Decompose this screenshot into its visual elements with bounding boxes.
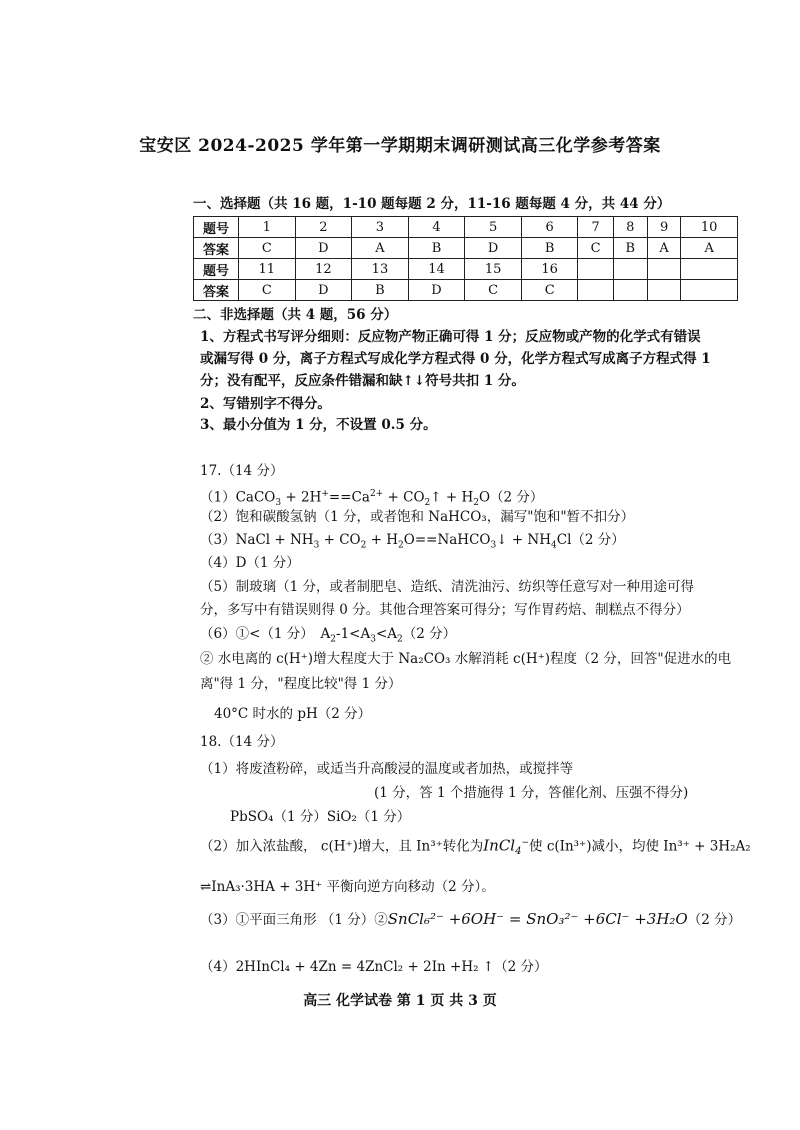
text-run: （1）CaCO xyxy=(200,489,276,506)
text-run: ==Ca xyxy=(328,489,370,506)
answer-cell: C xyxy=(521,280,578,301)
empty-cell xyxy=(681,280,738,301)
section1-heading: 一、选择题（共 16 题，1-10 题每题 2 分，11-16 题每题 4 分，共 44 分） xyxy=(193,196,671,212)
answer-cell: D xyxy=(465,238,522,259)
page-footer: 高三 化学试卷 第 1 页 共 3 页 xyxy=(303,993,497,1009)
answer-cell: B xyxy=(408,238,465,259)
empty-cell xyxy=(647,259,681,280)
text-run: -1<A xyxy=(336,626,371,642)
q18-part1-line3: PbSO₄（1 分）SiO₂（1 分） xyxy=(230,809,411,825)
question-number: 10 xyxy=(681,217,738,238)
answer-cell: C xyxy=(465,280,522,301)
answer-cell: B xyxy=(521,238,578,259)
choice-answer-table xyxy=(193,216,738,301)
question-number: 2 xyxy=(295,217,352,238)
question-number: 3 xyxy=(352,217,409,238)
text-run: O==NaHCO xyxy=(403,532,491,548)
text-run: （2 分） xyxy=(402,626,457,642)
q17-part6-2-line2: 离"得 1 分，"程度比较"得 1 分） xyxy=(200,676,402,692)
answer-cell: A xyxy=(647,238,681,259)
question-number: 15 xyxy=(465,259,522,280)
rule1-line2: 或漏写得 0 分，离子方程式写成化学方程式得 0 分，化学方程式写成离子方程式得 1 xyxy=(200,351,711,367)
text-run: （6）①<（1 分） A xyxy=(200,626,331,642)
question-number: 7 xyxy=(578,217,613,238)
answer-cell: C xyxy=(239,280,296,301)
q18-part1-line2: (1 分，答 1 个措施得 1 分，答催化剂、压强不得分) xyxy=(374,785,689,801)
question-number: 16 xyxy=(521,259,578,280)
text-run: Cl（2 分） xyxy=(556,532,625,548)
q17-part5-line1: （5）制玻璃（1 分，或者制肥皂、造纸、清洗油污、纺织等任意写对一种用途可得 xyxy=(200,579,694,595)
text-run: （2 分） xyxy=(687,912,742,928)
answer-cell: B xyxy=(613,238,647,259)
empty-cell xyxy=(681,259,738,280)
text-run: <A xyxy=(375,626,398,642)
answer-cell: A xyxy=(681,238,738,259)
text-run: + CO xyxy=(383,489,425,506)
q18-part1-line1: （1）将废渣粉碎，或适当升高酸浸的温度或者加热，或搅拌等 xyxy=(200,761,574,777)
answer-cell: D xyxy=(408,280,465,301)
q18-part3 xyxy=(200,910,741,929)
answer-cell: D xyxy=(295,280,352,301)
q17-part6-2-line1: ② 水电离的 c(H⁺)增大程度大于 Na₂CO₃ 水解消耗 c(H⁺)程度（2 分，回答"促进水的电 xyxy=(200,651,732,667)
question-number: 12 xyxy=(295,259,352,280)
question-number: 5 xyxy=(465,217,522,238)
table-row xyxy=(194,238,738,259)
rule1-line1: 1、方程式书写评分细则：反应物产物正确可得 1 分；反应物或产物的化学式有错误 xyxy=(200,329,701,345)
row-label: 答案 xyxy=(194,238,239,259)
q17-part5-line2: 分，多写中有错误则得 0 分。其他合理答案可得分；写作胃药焙、制糕点不得分） xyxy=(200,602,690,618)
text-run: 使 c(In³⁺)减小，均使 In³⁺ + 3H₂A₂ xyxy=(529,838,751,855)
question-number: 6 xyxy=(521,217,578,238)
answer-cell: D xyxy=(295,238,352,259)
q17-header: 17.（14 分） xyxy=(200,463,284,479)
question-number: 4 xyxy=(408,217,465,238)
rule1-line3: 分；没有配平，反应条件错漏和缺↑↓符号共扣 1 分。 xyxy=(200,373,525,389)
question-number: 11 xyxy=(239,259,296,280)
row-label: 题号 xyxy=(194,217,239,238)
q17-part6-3: 40°C 时水的 pH（2 分） xyxy=(214,706,372,722)
q17-part1: （1）CaCO$_3$ + $2H^+==Ca^{2+}$ + $CO_2↑ + H_2O(2$ 分） xyxy=(200,489,544,509)
text-run: + CO xyxy=(319,532,361,548)
question-number: 8 xyxy=(613,217,647,238)
section2-heading: 二、非选择题（共 4 题，56 分） xyxy=(193,307,398,323)
table-row xyxy=(194,217,738,238)
page-title: 宝安区 2024-2025 学年第一学期期末调研测试高三化学参考答案 xyxy=(139,136,661,156)
answer-cell: A xyxy=(352,238,409,259)
question-number: 14 xyxy=(408,259,465,280)
table-row xyxy=(194,280,738,301)
row-label: 答案 xyxy=(194,280,239,301)
empty-cell xyxy=(647,280,681,301)
empty-cell xyxy=(578,280,613,301)
text-run: + 2H xyxy=(281,489,322,506)
q17-part4: （4）D（1 分） xyxy=(200,555,300,571)
text-run: O（2 分） xyxy=(478,489,544,506)
question-number: 9 xyxy=(647,217,681,238)
answer-cell: B xyxy=(352,280,409,301)
question-number: 13 xyxy=(352,259,409,280)
answer-cell: C xyxy=(239,238,296,259)
q18-part2-line1: （2）加入浓盐酸， c(H⁺)增大，且 In³⁺转化为InCl$_4$−使 c(In³⁺)减小，均使 In³⁺ + 3H₂A₂ xyxy=(200,836,751,858)
q18-part2-line2: ⇌InA₃·3HA + 3H⁺ 平衡向逆方向移动（2 分）。 xyxy=(200,879,495,895)
text-run: InCl xyxy=(483,836,516,855)
text-run: ↑ + H xyxy=(430,489,474,506)
empty-cell xyxy=(613,280,647,301)
q18-header: 18.（14 分） xyxy=(200,734,284,750)
text-run: （3）①平面三角形 （1 分）② xyxy=(200,912,388,928)
table-row xyxy=(194,259,738,280)
row-label: 题号 xyxy=(194,259,239,280)
q17-part2: （2）饱和碳酸氢钠（1 分，或者饱和 NaHCO₃，漏写"饱和"暂不扣分） xyxy=(200,509,635,525)
empty-cell xyxy=(613,259,647,280)
rule2: 2、写错别字不得分。 xyxy=(200,396,331,412)
q17-part3: （3）NaCl + $NH_3 + CO_2$ + $H_2O==NaHCO_3↓ + NH_4Cl(2$ 分） xyxy=(200,532,625,551)
empty-cell xyxy=(578,259,613,280)
text-run: ↓ + NH xyxy=(496,532,552,548)
text-run: + H xyxy=(366,532,399,548)
text-run: （2）加入浓盐酸， c(H⁺)增大，且 In³⁺转化为 xyxy=(200,838,484,855)
q18-part4: （4）2HInCl₄ + 4Zn = 4ZnCl₂ + 2In +H₂ ↑（2 分） xyxy=(200,959,548,975)
text-run: （3）NaCl + NH xyxy=(200,532,314,548)
q17-part6-1: （6）①<（1 分） $A_2-1<A_3<A_2(2$ 分） xyxy=(200,626,457,645)
rule3: 3、最小分值为 1 分，不设置 0.5 分。 xyxy=(200,417,437,433)
answer-cell: C xyxy=(578,238,613,259)
question-number: 1 xyxy=(239,217,296,238)
equation: SnCl₆²⁻ +6OH⁻ = SnO₃²⁻ +6Cl⁻ +3H₂O xyxy=(387,910,688,928)
